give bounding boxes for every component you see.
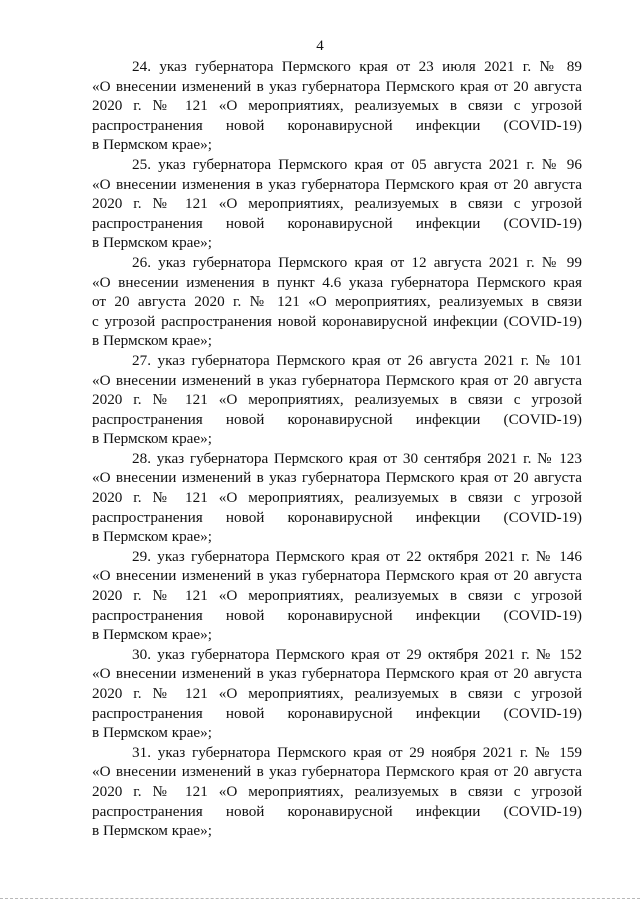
item-line: 2020 г. № 121 «О мероприятиях, реализуемых в связи с угрозой (92, 782, 582, 800)
item-line: 2020 г. № 121 «О мероприятиях, реализуемых в связи с угрозой (92, 685, 582, 702)
item-line: 27. указ губернатора Пермского края от 26 августа 2021 г. № 101 (132, 351, 582, 369)
item-line: в Пермском крае»; (92, 528, 212, 546)
item-line: распространения новой коронавирусной инфекции (COVID-19) (92, 802, 582, 820)
item-line: 2020 г. № 121 «О мероприятиях, реализуемых в связи с угрозой (92, 587, 582, 605)
item-line: «О внесении изменений в указ губернатора Пермского края от 20 августа (92, 763, 582, 781)
item-line: 29. указ губернатора Пермского края от 22 октября 2021 г. № 146 (132, 547, 582, 565)
list-item (92, 351, 582, 449)
item-line: «О внесении изменений в указ губернатора Пермского края от 20 августа (92, 77, 582, 95)
list-item (92, 253, 582, 351)
item-line: распространения новой коронавирусной инфекции (COVID-19) (92, 704, 582, 722)
list-item (92, 547, 582, 645)
item-line: в Пермском крае»; (92, 136, 212, 154)
item-line: 2020 г. № 121 «О мероприятиях, реализуемых в связи с угрозой (92, 97, 582, 115)
item-line: 31. указ губернатора Пермского края от 29 ноября 2021 г. № 159 (132, 743, 582, 761)
item-line: распространения новой коронавирусной инфекции (COVID-19) (92, 410, 582, 428)
item-line: 26. указ губернатора Пермского края от 12 августа 2021 г. № 99 (132, 253, 582, 271)
item-line: в Пермском крае»; (92, 430, 212, 448)
item-line: «О внесении изменения в пункт 4.6 указа губернатора Пермского края (92, 273, 582, 291)
page-number: 4 (316, 38, 324, 54)
item-line: 25. указ губернатора Пермского края от 05 августа 2021 г. № 96 (132, 155, 582, 173)
item-line: 30. указ губернатора Пермского края от 29 октября 2021 г. № 152 (132, 645, 582, 663)
list-item (92, 743, 582, 841)
list-item (92, 449, 582, 547)
item-line: распространения новой коронавирусной инфекции (COVID-19) (92, 214, 582, 232)
item-line: в Пермском крае»; (92, 724, 212, 742)
item-line: распространения новой коронавирусной инфекции (COVID-19) (92, 606, 582, 624)
item-line: «О внесении изменений в указ губернатора Пермского края от 20 августа (92, 469, 582, 487)
item-line: 24. указ губернатора Пермского края от 23 июля 2021 г. № 89 (132, 58, 582, 75)
list-item (92, 155, 582, 253)
item-line: «О внесении изменения в указ губернатора Пермского края от 20 августа (92, 175, 582, 193)
item-line: в Пермском крае»; (92, 234, 212, 252)
item-line: «О внесении изменений в указ губернатора Пермского края от 20 августа (92, 567, 582, 585)
list-item (92, 57, 582, 155)
item-line: распространения новой коронавирусной инфекции (COVID-19) (92, 508, 582, 526)
document-body (92, 57, 582, 841)
item-line: 2020 г. № 121 «О мероприятиях, реализуемых в связи с угрозой (92, 195, 582, 213)
item-line: в Пермском крае»; (92, 822, 212, 840)
item-line: 28. указ губернатора Пермского края от 30 сентября 2021 г. № 123 (132, 449, 582, 467)
page-bottom-edge (0, 898, 640, 899)
list-item (92, 645, 582, 743)
item-line: от 20 августа 2020 г. № 121 «О мероприятиях, реализуемых в связи (92, 293, 582, 311)
item-line: распространения новой коронавирусной инфекции (COVID-19) (92, 116, 582, 134)
item-line: в Пермском крае»; (92, 332, 212, 350)
item-line: с угрозой распространения новой коронавирусной инфекции (COVID-19) (92, 312, 582, 330)
item-line: в Пермском крае»; (92, 626, 212, 644)
item-line: «О внесении изменений в указ губернатора Пермского края от 20 августа (92, 665, 582, 683)
item-line: 2020 г. № 121 «О мероприятиях, реализуемых в связи с угрозой (92, 489, 582, 507)
item-line: «О внесении изменений в указ губернатора Пермского края от 20 августа (92, 371, 582, 389)
item-line: 2020 г. № 121 «О мероприятиях, реализуемых в связи с угрозой (92, 391, 582, 409)
